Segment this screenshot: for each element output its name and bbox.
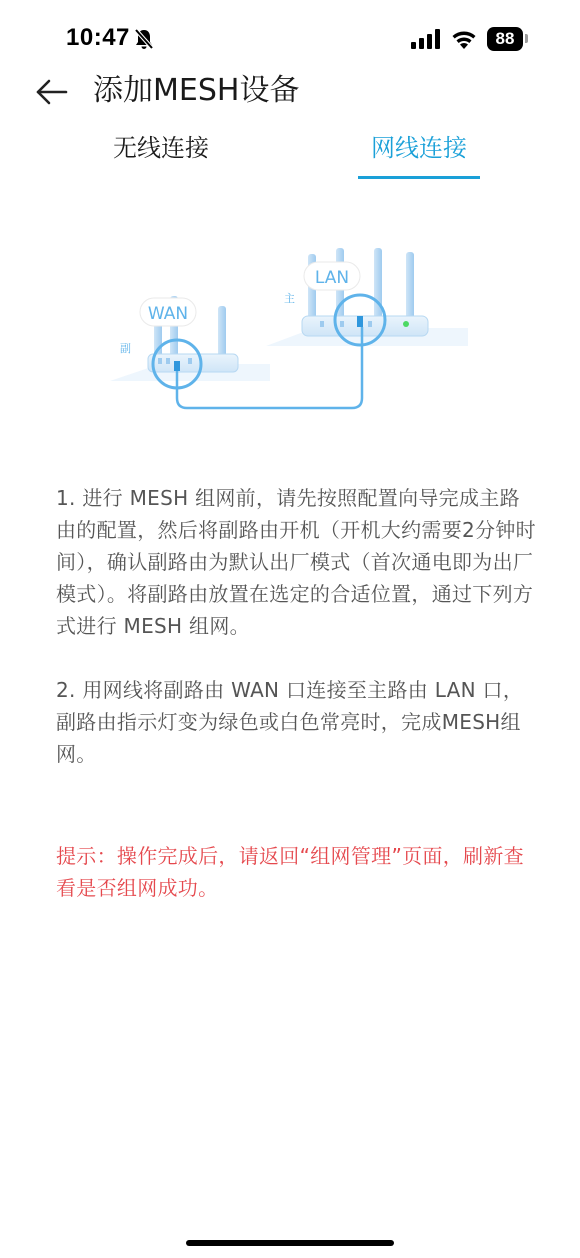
wan-label: WAN bbox=[147, 304, 189, 324]
status-bar bbox=[0, 0, 580, 80]
tab-wireless[interactable]: 无线连接 bbox=[113, 134, 209, 162]
secondary-router-label: 副 bbox=[120, 342, 131, 355]
wifi-icon bbox=[450, 28, 478, 49]
instructions bbox=[56, 482, 536, 802]
battery-icon: 88 bbox=[487, 27, 523, 51]
battery-tip bbox=[525, 34, 528, 43]
instruction-step-1: 1. 进行 MESH 组网前，请先按照配置向导完成主路由的配置，然后将副路由开机（开机大约需要2分钟时间），确认副路由为默认出厂模式（首次通电即为出厂模式）。将副路由放置在选定的合适位置，通过下列方式进行 MESH 组网。 bbox=[56, 486, 536, 638]
page-title: 添加MESH设备 bbox=[93, 73, 300, 108]
home-indicator bbox=[186, 1240, 394, 1246]
cellular-signal-icon bbox=[411, 29, 441, 49]
connection-diagram bbox=[104, 236, 474, 416]
tab-wired[interactable]: 网线连接 bbox=[371, 134, 467, 162]
instruction-step-2: 2. 用网线将副路由 WAN 口连接至主路由 LAN 口，副路由指示灯变为绿色或白色常亮时，完成MESH组网。 bbox=[56, 678, 524, 766]
primary-router bbox=[266, 248, 468, 346]
connection-tabs bbox=[0, 126, 580, 182]
lan-port-callout bbox=[304, 262, 360, 290]
back-button[interactable] bbox=[30, 72, 72, 112]
tip-message: 提示：操作完成后，请返回“组网管理”页面，刷新查看是否组网成功。 bbox=[56, 844, 524, 900]
lan-label: LAN bbox=[314, 268, 350, 288]
primary-router-label: 主 bbox=[284, 292, 295, 305]
bell-muted-icon bbox=[134, 28, 154, 50]
wan-port-callout bbox=[140, 298, 196, 326]
arrow-left-icon bbox=[38, 81, 66, 103]
tab-active-indicator bbox=[358, 176, 480, 179]
status-time: 10:47 bbox=[66, 24, 130, 51]
